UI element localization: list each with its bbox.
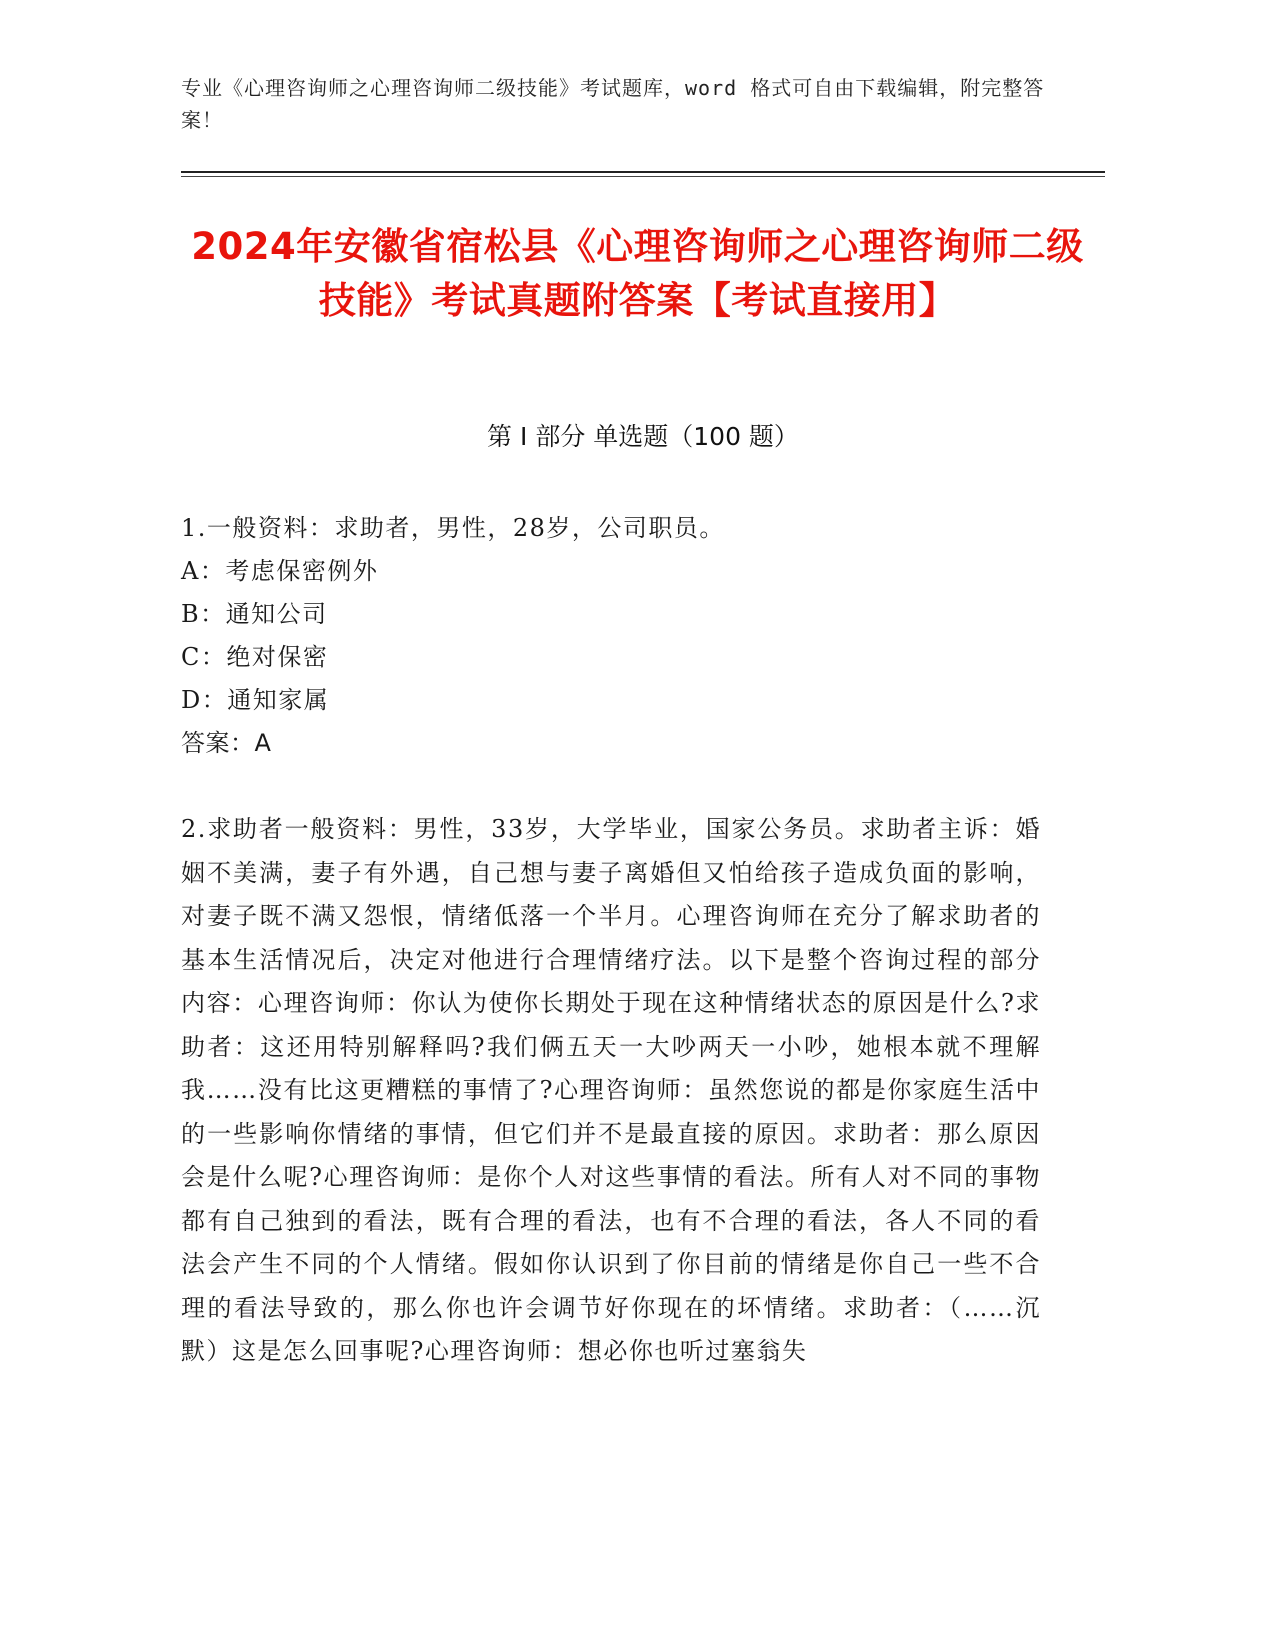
- section-heading: 第 I 部分 单选题（100 题）: [487, 422, 799, 451]
- option-b: B：通知公司: [181, 600, 328, 628]
- option-a: A：考虑保密例外: [181, 557, 379, 585]
- question-stem: 2.求助者一般资料：男性，33岁，大学毕业，国家公务员。求助者主诉：婚姻不美满，妻子有外遇，自己想与妻子离婚但又怕给孩子造成负面的影响，对妻子既不满又怨恨，情绪低落一个半月。心理咨询师在充分了解求助者的基本生活情况后，决定对他进行合理情绪疗法。以下是整个咨询过程的部分内容：心理咨询师：你认为使你长期处于现在这种情绪状态的原因是什么?求助者：这还用特别解释吗?我们俩五天一大吵两天一小吵，她根本就不理解我……没有比这更糟糕的事情了?心理咨询师：虽然您说的都是你家庭生活中的一些影响你情绪的事情，但它们并不是最直接的原因。求助者：那么原因会是什么呢?心理咨询师：是你个人对这些事情的看法。所有人对不同的事物都有自己独到的看法，既有合理的看法，也有不合理的看法，各人不同的看法会产生不同的个人情绪。假如你认识到了你目前的情绪是你自己一些不合理的看法导致的，那么你也许会调节好你现在的坏情绪。求助者：（……沉默）这是怎么回事呢?心理咨询师：想必你也听过塞翁失: [181, 815, 1041, 1365]
- question-stem: 1.一般资料：求助者，男性，28岁，公司职员。: [181, 514, 725, 542]
- header-divider-thick: [181, 171, 1105, 173]
- header-divider-thin: [181, 176, 1105, 177]
- header-note: 专业《心理咨询师之心理咨询师二级技能》考试题库，word 格式可自由下载编辑，附完整答案！: [181, 76, 1045, 132]
- question-1: [181, 507, 1105, 765]
- question-2: [181, 808, 1041, 1374]
- option-d: D：通知家属: [181, 686, 330, 714]
- document-title: 2024年安徽省宿松县《心理咨询师之心理咨询师二级技能》考试真题附答案【考试直接用】: [191, 225, 1084, 322]
- option-c: C：绝对保密: [181, 643, 329, 671]
- answer: 答案：A: [181, 729, 272, 757]
